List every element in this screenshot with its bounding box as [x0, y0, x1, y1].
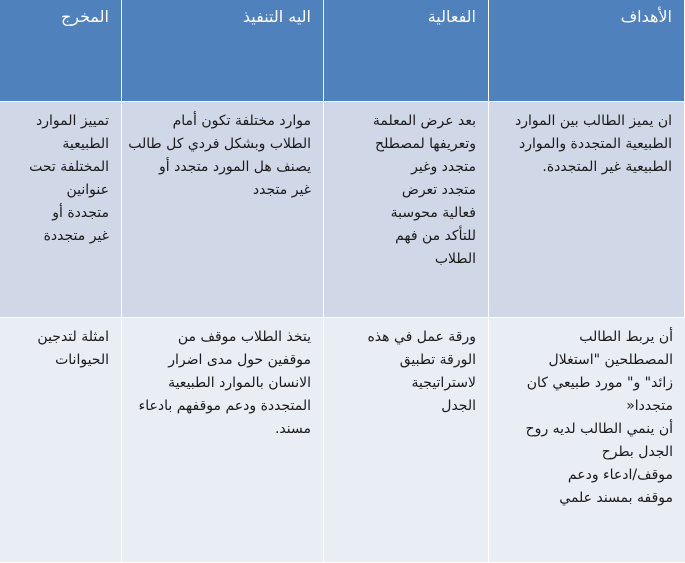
row1-output-line: عنوانين [66, 182, 109, 198]
row2-activity-line: لاستراتيجية [411, 375, 476, 391]
header-activity-text: الفعالية [427, 7, 476, 26]
row1-activity-line: الطلاب [434, 251, 476, 267]
row1-activity-cell [324, 102, 489, 318]
row2-output-cell [0, 318, 122, 563]
row2-activity-line: ورقة عمل في هذه [367, 329, 476, 345]
header-activity [324, 0, 489, 102]
row2-execution-line: موقفين حول مدى اضرار [168, 352, 311, 368]
row1-objectives-line: ان يميز الطالب بين الموارد [515, 113, 672, 129]
row2-objectives-line: متجددا« [626, 398, 673, 414]
row1-output-line: المختلفة تحت [29, 159, 109, 175]
header-execution-text: اليه التنفيذ [242, 7, 311, 26]
row2-objectives-line: المصطلحين "استغلال [548, 352, 673, 368]
row2-objectives-cell [489, 318, 685, 563]
row1-execution-line: موارد مختلفة تكون أمام [172, 113, 311, 129]
row1-objectives-line: الطبيعية المتجددة والموارد [518, 136, 672, 152]
row1-activity-line: متجدد تعرض [401, 182, 476, 198]
row1-objectives-line: الطبيعية غير المتجددة. [542, 159, 672, 175]
row2-activity-cell [324, 318, 489, 563]
row1-objectives-cell [489, 102, 685, 318]
row2-objectives-line: أن يربط الطالب [579, 329, 673, 345]
row1-activity-line: متجدد وغير [411, 159, 476, 175]
row2-activity-line: الجدل [441, 398, 476, 414]
row2-execution-line: يتخذ الطلاب موقف من [177, 329, 311, 345]
row1-activity-line: بعد عرض المعلمة [372, 113, 476, 129]
row2-execution-line: المتجددة ودعم موقفهم بادعاء [138, 398, 311, 414]
header-objectives-text: الأهداف [620, 7, 672, 26]
row2-execution-line: الانسان بالموارد الطبيعية [168, 375, 311, 391]
header-output-text: المخرج [60, 7, 109, 26]
row1-output-line: متجددة أو [52, 205, 109, 221]
row1-activity-line: للتأكد من فهم [395, 228, 476, 244]
row1-execution-cell [122, 102, 324, 318]
row2-objectives-line: الجدل بطرح [601, 444, 673, 460]
header-objectives [489, 0, 685, 102]
row2-objectives-line: أن ينمي الطالب لديه روح [525, 421, 673, 437]
row1-execution-line: الطلاب وبشكل فردي كل طالب [128, 136, 311, 152]
row2-objectives-line: موقفه بمسند علمي [559, 490, 673, 506]
row2-output-line: الحيوانات [55, 352, 109, 368]
row1-activity-line: فعالية محوسبة [390, 205, 476, 221]
row1-activity-line: وتعريفها لمصطلح [375, 136, 476, 152]
row1-output-line: الطبيعية [62, 136, 109, 152]
row2-activity-line: الورقة تطبيق [399, 352, 476, 368]
row2-execution-line: مسند. [274, 421, 311, 437]
header-output [0, 0, 122, 102]
header-execution [122, 0, 324, 102]
row2-objectives-line: موقف/ادعاء ودعم [567, 467, 673, 483]
row2-output-line: امثلة لتدجين [37, 329, 109, 345]
row2-objectives-line: زائد" و" مورد طبيعي كان [526, 375, 673, 391]
row1-execution-line: غير متجدد [252, 182, 311, 198]
row1-output-line: تمييز الموارد [36, 113, 109, 129]
row1-execution-line: يصنف هل المورد متجدد أو [158, 159, 311, 175]
row1-output-cell [0, 102, 122, 318]
row2-execution-cell [122, 318, 324, 563]
row1-output-line: غير متجددة [43, 228, 109, 244]
